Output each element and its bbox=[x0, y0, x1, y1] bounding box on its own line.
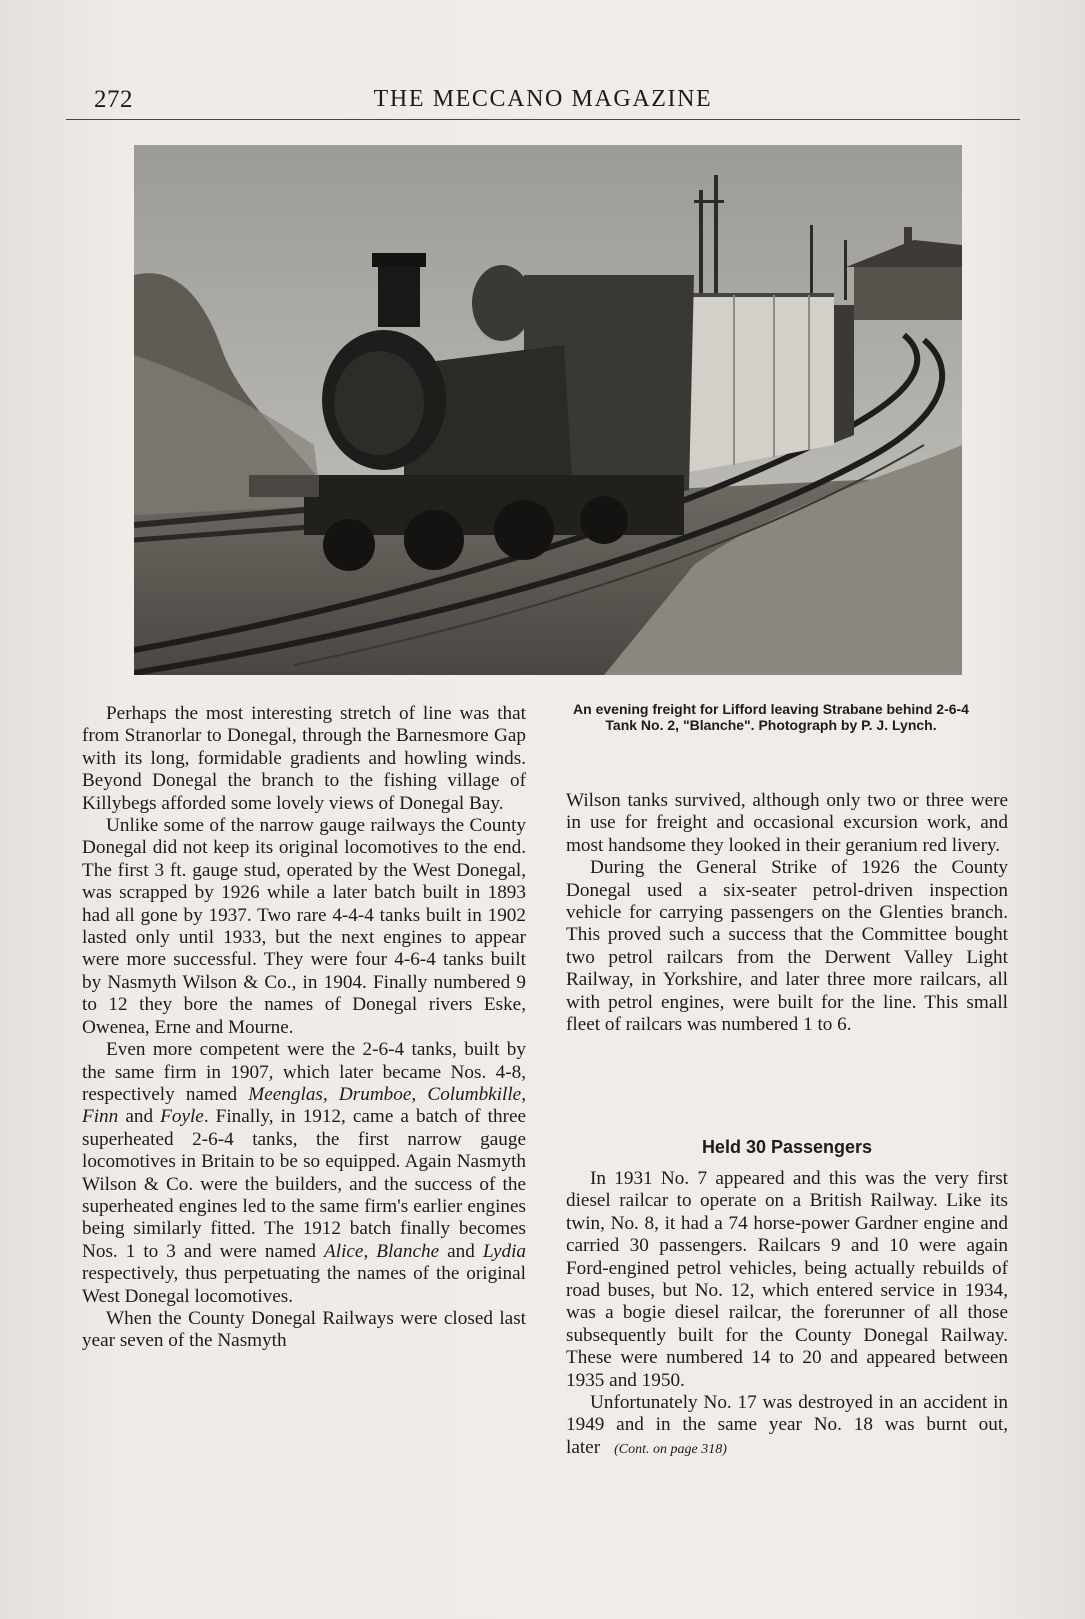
left-paragraph-1: Perhaps the most interesting stretch of line was that from Stranorlar to Donegal, through the Barnesmore Gap with its long, formidable gradients and howling winds. Beyond Donegal the branch to the fishing village of Killybegs afforded some lovely views of Donegal Bay. bbox=[82, 703, 526, 814]
left-column bbox=[82, 703, 526, 1353]
right-paragraph-1: Wilson tanks survived, although only two or three were in use for freight and occasional excursion work, and most handsome they looked in their geranium red livery. bbox=[566, 790, 1008, 856]
right-column-lower bbox=[566, 1168, 1008, 1461]
loco-name-alice-blanche: Alice, Blanche bbox=[324, 1240, 440, 1262]
loco-name-foyle: Foyle bbox=[160, 1106, 204, 1128]
header-rule bbox=[66, 119, 1020, 120]
photo-caption: An evening freight for Lifford leaving Strabane behind 2-6-4 Tank No. 2, "Blanche". Photograph by P. J. Lynch. bbox=[573, 701, 969, 733]
left-paragraph-4: When the County Donegal Railways were closed last year seven of the Nasmyth bbox=[82, 1307, 526, 1352]
loco-name-meenglas: Meenglas, bbox=[248, 1083, 328, 1105]
loco-name-lydia: Lydia bbox=[482, 1240, 527, 1262]
p3-text-b: . Finally, in 1912, came a batch of three superheated 2-6-4 tanks, the first narrow gauge locomotives in Britain to be so equipped. Again Nasmyth Wilson & Co. were the builders, and the success of the superheated engines led to the same firm's earlier engines being similarly fitted. The 1912 batch finally becomes Nos. 1 to 3 and were named bbox=[82, 1106, 527, 1262]
right-paragraph-2: During the General Strike of 1926 the County Donegal used a six-seater petrol-driven inspection vehicle for carrying passengers on the Glenties branch. This proved such a success that the Committee bought two petrol railcars from the Derwent Valley Light Railway, in Yorkshire, and later three more railcars, all with petrol engines, were built for the line. This small fleet of railcars was numbered 1 to 6. bbox=[566, 857, 1008, 1036]
p3-text-c: respectively, thus perpetuating the names of the original West Donegal locomotives. bbox=[82, 1263, 526, 1307]
left-paragraph-3 bbox=[82, 1039, 526, 1308]
loco-name-drumboe: Drumboe, bbox=[338, 1083, 417, 1105]
page-header bbox=[66, 78, 1020, 118]
right-paragraph-4 bbox=[566, 1392, 1008, 1461]
left-paragraph-2: Unlike some of the narrow gauge railways the County Donegal did not keep its original locomotives to the end. The first 3 ft. gauge stud, operated by the West Donegal, was scrapped by 1926 while a later batch built in 1893 had all gone by 1937. Two rare 4-4-4 tanks built in 1902 lasted only until 1933, but the next engines to appear were more successful. They were four 4-6-4 tanks built by Nasmyth Wilson & Co., in 1904. Finally numbered 9 to 12 they bore the names of Donegal rivers Eske, Owenea, Erne and Mourne. bbox=[82, 815, 526, 1038]
p4-text: Unfortunately No. 17 was destroyed in an accident in 1949 and in the same year No. 18 was burnt out, later bbox=[566, 1392, 1008, 1458]
loco-name-finn: Finn bbox=[82, 1106, 119, 1128]
p3-text-a: Even more competent were the 2-6-4 tanks, built by the same firm in 1907, which later became Nos. 4-8, respectively named bbox=[82, 1039, 526, 1105]
p3-and-2: and bbox=[447, 1240, 475, 1262]
train-illustration bbox=[134, 145, 962, 675]
locomotive-photo bbox=[134, 145, 962, 675]
magazine-title: THE MECCANO MAGAZINE bbox=[373, 86, 713, 112]
right-column bbox=[566, 790, 1008, 1036]
p3-and: and bbox=[125, 1106, 154, 1128]
page-number: 272 bbox=[94, 86, 133, 113]
right-paragraph-3: In 1931 No. 7 appeared and this was the very first diesel railcar to operate on a British Railway. Like its twin, No. 8, it had a 74 horse-power Gardner engine and carried 30 passengers. Railcars 9 and 10 were again Ford-engined petrol vehicles, being actually rebuilds of road buses, but No. 12, which entered service in 1934, was a bogie diesel railcar, the forerunner of all those subsequently built for the County Donegal Railway. These were numbered 14 to 20 and appeared between 1935 and 1950. bbox=[566, 1168, 1008, 1391]
loco-name-columbkille: Columbkille, bbox=[427, 1083, 526, 1105]
section-subheading: Held 30 Passengers bbox=[701, 1137, 873, 1157]
continued-note: (Cont. on page 318) bbox=[614, 1441, 727, 1457]
